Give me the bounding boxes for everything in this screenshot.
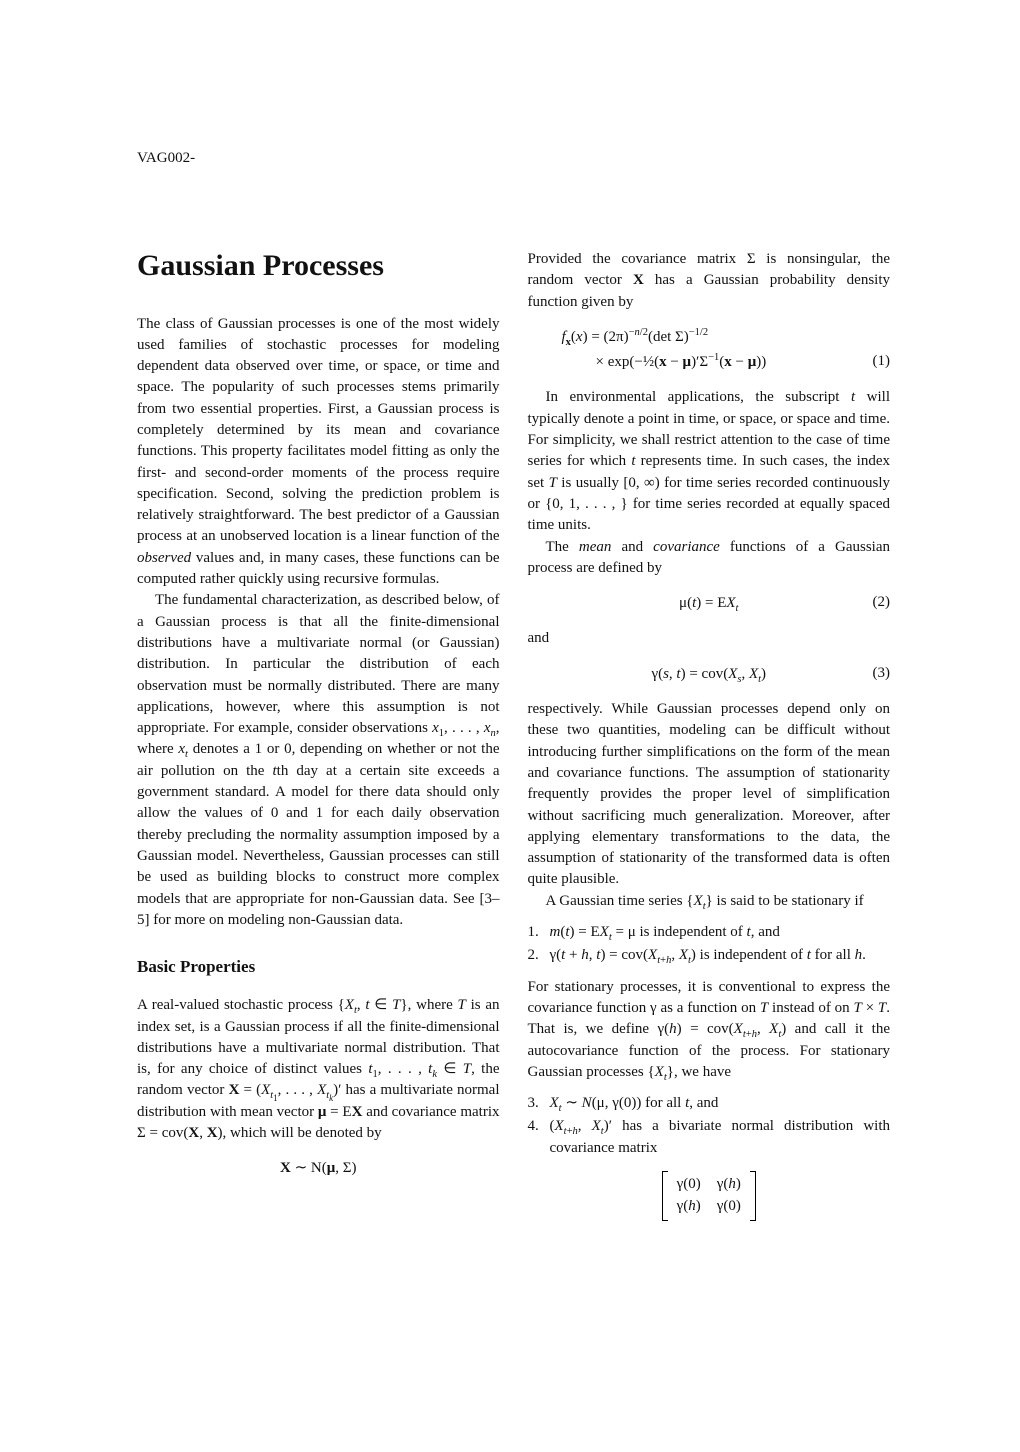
equation-1-number: (1) xyxy=(872,353,890,370)
list-item-number: 1. xyxy=(527,924,539,941)
list-item-text: ($X_{t+h}$, $X_t)'$ has a bivariate normal distribution with covariance matrix xyxy=(549,1118,890,1156)
article-title: Gaussian Processes xyxy=(137,249,384,282)
equation-3-number: (3) xyxy=(872,664,890,681)
stationarity-paragraph: respectively. While Gaussian processes depend only on these two quantities, modeling can be difficult without introducing further simplifications on the form of the mean and covariance functions. The assumption of stationarity frequently provides the proper level of simplification without sacrificing much generalization. Moreover, after applying elementary transformations to the data, the assumption of stationarity of the transformed data is often quite plausible. xyxy=(527,701,890,888)
matrix-entries xyxy=(668,1171,750,1221)
equation-1-line-2: × exp(−½(x − $\mu)'\Sigma^{-1}(x - \mu)$) xyxy=(595,352,767,371)
list-item xyxy=(528,945,891,966)
list-item xyxy=(528,1093,891,1114)
covariance-matrix-container xyxy=(528,1171,891,1221)
covariance-matrix xyxy=(662,1171,756,1221)
matrix-cell: γ(h) xyxy=(676,1198,701,1215)
two-column-layout xyxy=(137,249,890,1221)
stationary-definition-paragraph: A Gaussian time series $\{X_t\}$ is said to be stationary if xyxy=(545,892,864,912)
equation-2-body: $\mu(t) = EX_t$ xyxy=(679,595,739,615)
list-item-number: 2. xyxy=(527,947,539,964)
autocovariance-paragraph: For stationary processes, it is conventional to express the covariance function γ as a function on T instead of on T × T. That is, we define $\gamma(h) = cov(X_{t+h}$, $X_t$) and call it the autocovariance function of the process. For stationary Gaussian processes $\{X_t\}$, we have xyxy=(527,978,891,1083)
mean-covariance-paragraph: The mean and covariance functions of a Gaussian process are defined by xyxy=(527,538,891,576)
list-item-text: $X_t$ ∼ N(μ, γ(0)) for all t, and xyxy=(549,1095,719,1115)
equation-2 xyxy=(528,593,891,614)
stationary-gaussian-list xyxy=(528,1093,891,1159)
doc-id: VAG002- xyxy=(137,150,196,166)
equation-1-line-1: $f_x(x) = (2\pi)^{-n/2}(\det$ Σ)$^{-1/2}$ xyxy=(561,326,709,348)
equation-2-number: (2) xyxy=(872,594,890,611)
matrix-cell: γ(0) xyxy=(676,1175,701,1192)
characterization-paragraph: The fundamental characterization, as described below, of a Gaussian process is that all the finite-dimensional distributions have a multivariate normal (or Gaussian) distribution. In particular the distribution of each observation must be normally distributed. There are many applications, however, where this assumption is not appropriate. For example, consider observations $x_1$, . . . , $x_n$, where $x_t$ denotes a 1 or 0, depending on whether or not the air pollution on the tth day at a certain site exceeds a government standard. A model for there data should only allow the values of 0 and 1 for each daily observation thereby precluding the normality assumption imposed by a Gaussian model. Nevertheless, Gaussian processes can still be used as building blocks to construct more complex models that are appropriate for non-Gaussian data. See [3–5] for more on modeling non-Gaussian data. xyxy=(137,592,500,928)
and-connector: and xyxy=(527,630,550,647)
list-item-number: 4. xyxy=(527,1118,539,1135)
density-intro-paragraph: Provided the covariance matrix Σ is nonsingular, the random vector X has a Gaussian probability density function given by xyxy=(527,251,890,310)
equation-x-distribution xyxy=(137,1158,500,1179)
left-column xyxy=(137,249,500,1221)
equation-1 xyxy=(528,327,891,374)
intro-paragraph: The class of Gaussian processes is one of the most widely used families of stochastic processes for modeling dependent data observed over time, or space, or time and space. The popularity of such processes stems primarily from two essential properties. First, a Gaussian process is completely determined by its mean and covariance functions. This property facilitates model fitting as only the first- and second-order moments of the process require specification. Second, solving the prediction problem is relatively straightforward. The best predictor of a Gaussian process at an unobserved location is a linear function of the observed values and, in many cases, these functions can be computed rather quickly using recursive formulas. xyxy=(137,315,500,588)
right-column xyxy=(528,249,891,1221)
list-item-text: γ(t + h, $t) = cov(X_{t+h}$, $X_t$) is independent of t for all h. xyxy=(549,947,866,967)
stationarity-conditions-list xyxy=(528,922,891,967)
list-item-text: $m(t) = EX_t = \mu$ is independent of t, and xyxy=(549,924,780,944)
list-item xyxy=(528,922,891,943)
list-item-number: 3. xyxy=(527,1095,539,1112)
equation-body: X ∼ N(μ, Σ) xyxy=(280,1160,357,1177)
matrix-cell: γ(h) xyxy=(716,1175,741,1192)
equation-3-body: γ(s, $t) = cov(X_s$, $X_t$) xyxy=(651,665,767,685)
matrix-cell: γ(0) xyxy=(716,1198,741,1215)
basic-properties-paragraph: A real-valued stochastic process {$X_t$, t ∈ T}, where T is an index set, is a Gaussian process if all the finite-dimensional distributions have a multivariate normal distribution. That is, for any choice of distinct values $t_1$, . . . , $t_k$ ∈ T, the random vector $X = (X_{t_1}$, . . . , $X_{t_k})'$ has a multivariate normal distribution with mean vector μ = EX and covariance matrix Σ = cov(X, X), which will be denoted by xyxy=(137,997,500,1142)
equation-3 xyxy=(528,664,891,685)
section-heading-basic-properties: Basic Properties xyxy=(137,957,256,977)
environmental-applications-paragraph: In environmental applications, the subscript t will typically denote a point in time, or space, or space and time. For simplicity, we shall restrict attention to the case of time series for which t represents time. In such cases, the index set T is usually [0, ∞) for time series recorded continuously or {0, 1, . . . , } for time series recorded at equally spaced time units. xyxy=(527,389,890,534)
list-item xyxy=(528,1116,891,1159)
matrix-right-bracket xyxy=(750,1171,756,1221)
